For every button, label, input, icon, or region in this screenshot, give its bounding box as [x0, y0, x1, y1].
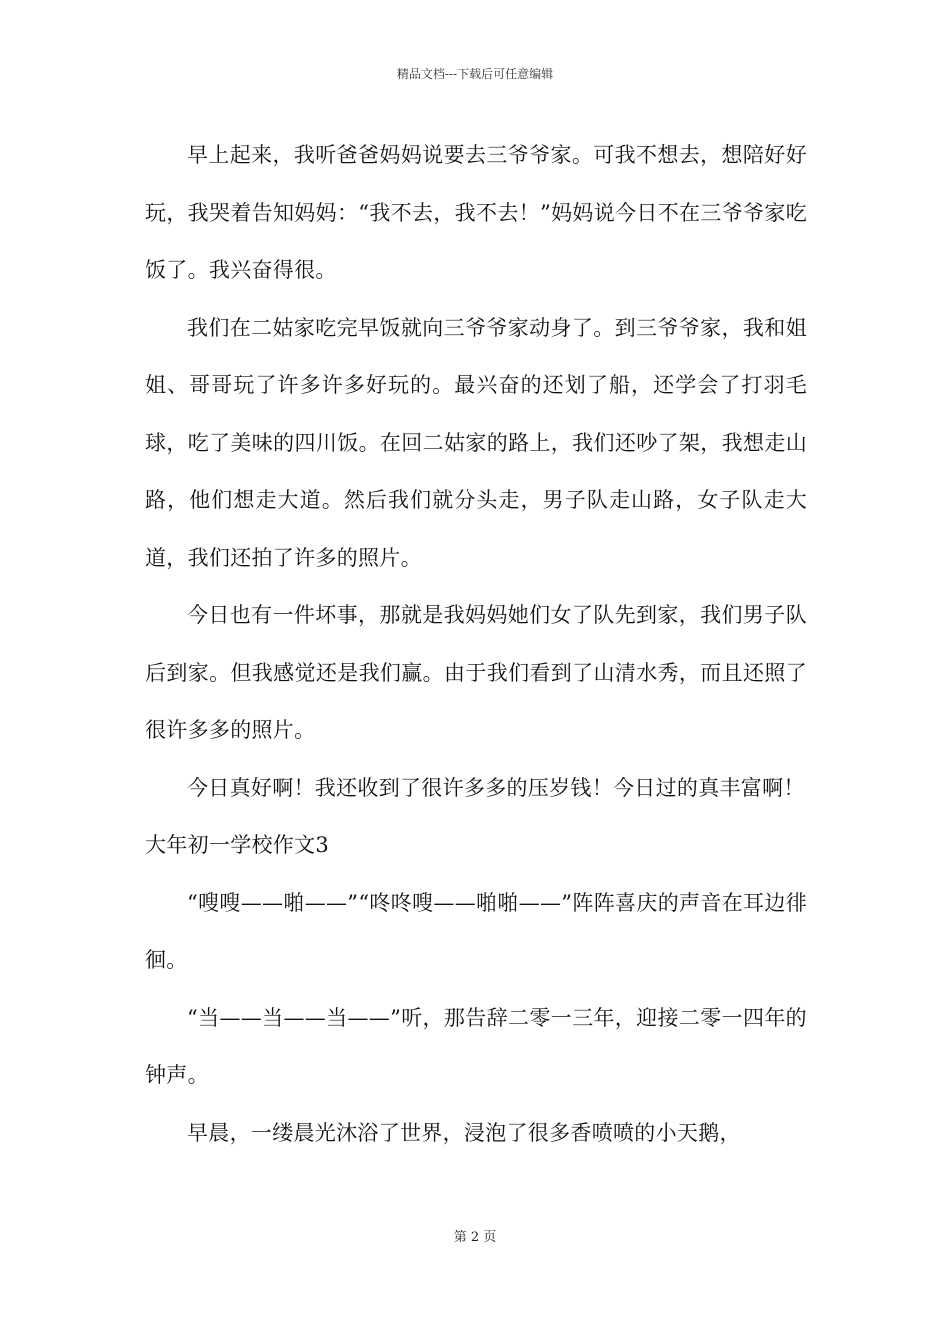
document-body: [145, 127, 807, 1162]
page-header: 精品文档---下载后可任意编辑: [396, 67, 554, 81]
section-heading: 大年初一学校作文3: [145, 833, 330, 857]
paragraph-3: 今日也有一件坏事，那就是我妈妈她们女了队先到家，我们男子队后到家。但我感觉还是我们赢。由于我们看到了山清水秀，而且还照了很许多多的照片。: [145, 603, 807, 742]
paragraph-5: “嗖嗖——啪——”“咚咚嗖——啪啪——”阵阵喜庆的声音在耳边徘徊。: [145, 890, 807, 972]
paragraph-1: 早上起来，我听爸爸妈妈说要去三爷爷家。可我不想去，想陪好好玩，我哭着告知妈妈：“我不去，我不去！”妈妈说今日不在三爷爷家吃饭了。我兴奋得很。: [145, 143, 807, 282]
paragraph-7: 早晨，一缕晨光沐浴了世界，浸泡了很多香喷喷的小天鹅，: [187, 1120, 741, 1145]
paragraph-4: 今日真好啊！我还收到了很许多多的压岁钱！今日过的真丰富啊！: [187, 775, 805, 800]
paragraph-2: 我们在二姑家吃完早饭就向三爷爷家动身了。到三爷爷家，我和姐姐、哥哥玩了许多许多好玩的。最兴奋的还划了船，还学会了打羽毛球，吃了美味的四川饭。在回二姑家的路上，我们还吵了架，我想走山路，他们想走大道。然后我们就分头走，男子队走山路，女子队走大道，我们还拍了许多的照片。: [145, 315, 807, 570]
paragraph-6: “当——当——当——”听，那告辞二零一三年，迎接二零一四年的钟声。: [145, 1005, 807, 1087]
page-number: 第 2 页: [453, 1230, 497, 1245]
